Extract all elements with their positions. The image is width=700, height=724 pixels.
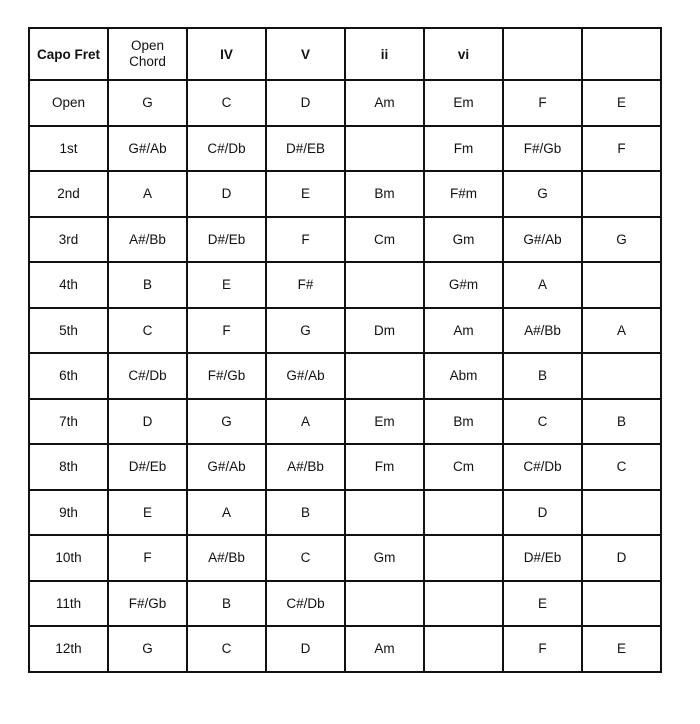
chord-cell xyxy=(582,171,661,217)
chord-cell: Fm xyxy=(345,444,424,490)
chord-cell xyxy=(424,626,503,672)
capo-fret-cell: 11th xyxy=(29,581,108,627)
chord-cell: Em xyxy=(345,399,424,445)
header-blank-2 xyxy=(582,28,661,80)
table-row xyxy=(29,262,661,308)
chord-cell: A#/Bb xyxy=(503,308,582,354)
chord-cell: Cm xyxy=(345,217,424,263)
chord-cell xyxy=(345,353,424,399)
chord-cell xyxy=(345,490,424,536)
header-iv: IV xyxy=(187,28,266,80)
chord-cell: B xyxy=(582,399,661,445)
chord-cell: G#/Ab xyxy=(108,126,187,172)
capo-fret-cell: 1st xyxy=(29,126,108,172)
chord-cell: G#/Ab xyxy=(187,444,266,490)
table-row xyxy=(29,126,661,172)
chord-cell: A xyxy=(187,490,266,536)
chord-cell xyxy=(582,262,661,308)
header-open-chord: Open Chord xyxy=(108,28,187,80)
chord-cell: G xyxy=(187,399,266,445)
capo-fret-cell: Open xyxy=(29,80,108,126)
capo-fret-cell: 8th xyxy=(29,444,108,490)
capo-fret-cell: 7th xyxy=(29,399,108,445)
chord-cell: D xyxy=(187,171,266,217)
chord-cell: Cm xyxy=(424,444,503,490)
table-row xyxy=(29,535,661,581)
chord-cell: A xyxy=(582,308,661,354)
chord-cell: B xyxy=(503,353,582,399)
chord-cell: G xyxy=(503,171,582,217)
chord-cell: E xyxy=(108,490,187,536)
chord-cell: D#/Eb xyxy=(108,444,187,490)
chord-cell: D xyxy=(503,490,582,536)
chord-cell: C#/Db xyxy=(266,581,345,627)
chord-cell: D xyxy=(582,535,661,581)
chord-cell: F#m xyxy=(424,171,503,217)
chord-cell: A#/Bb xyxy=(266,444,345,490)
chord-cell: Am xyxy=(345,80,424,126)
chord-cell: Gm xyxy=(424,217,503,263)
chord-cell xyxy=(345,262,424,308)
chord-cell: E xyxy=(582,80,661,126)
capo-chart-container xyxy=(28,27,662,673)
chord-cell: G#/Ab xyxy=(503,217,582,263)
header-v: V xyxy=(266,28,345,80)
chord-cell xyxy=(345,126,424,172)
chord-cell: E xyxy=(503,581,582,627)
table-row xyxy=(29,171,661,217)
chord-cell: F#/Gb xyxy=(503,126,582,172)
chord-cell: Fm xyxy=(424,126,503,172)
chord-cell: F xyxy=(503,80,582,126)
chord-cell: C xyxy=(266,535,345,581)
chord-cell: D#/EB xyxy=(266,126,345,172)
chord-cell: D#/Eb xyxy=(503,535,582,581)
header-vi: vi xyxy=(424,28,503,80)
chord-cell: F# xyxy=(266,262,345,308)
chord-cell: F xyxy=(582,126,661,172)
header-row xyxy=(29,28,661,80)
chord-cell: G#/Ab xyxy=(266,353,345,399)
table-row xyxy=(29,217,661,263)
capo-fret-cell: 4th xyxy=(29,262,108,308)
chord-cell: G xyxy=(266,308,345,354)
chord-cell: G xyxy=(108,626,187,672)
table-row xyxy=(29,626,661,672)
chord-cell: G xyxy=(582,217,661,263)
chord-cell: F#/Gb xyxy=(187,353,266,399)
chord-cell xyxy=(424,581,503,627)
chord-cell: G xyxy=(108,80,187,126)
chord-cell: D xyxy=(108,399,187,445)
header-capo-fret: Capo Fret xyxy=(29,28,108,80)
chord-cell: C#/Db xyxy=(187,126,266,172)
chord-cell: C xyxy=(108,308,187,354)
chord-cell: D xyxy=(266,626,345,672)
header-ii: ii xyxy=(345,28,424,80)
capo-fret-cell: 6th xyxy=(29,353,108,399)
chord-cell: Abm xyxy=(424,353,503,399)
header-blank-1 xyxy=(503,28,582,80)
capo-chord-table xyxy=(28,27,662,673)
chord-cell xyxy=(345,581,424,627)
table-row xyxy=(29,444,661,490)
chord-cell: C#/Db xyxy=(108,353,187,399)
table-row xyxy=(29,308,661,354)
chord-cell: A#/Bb xyxy=(187,535,266,581)
chord-cell: C xyxy=(503,399,582,445)
chord-cell: B xyxy=(108,262,187,308)
chord-cell: C xyxy=(187,626,266,672)
chord-cell: F xyxy=(108,535,187,581)
table-body xyxy=(29,80,661,672)
chord-cell: F xyxy=(266,217,345,263)
chord-cell: Bm xyxy=(345,171,424,217)
table-row xyxy=(29,490,661,536)
chord-cell: Dm xyxy=(345,308,424,354)
chord-cell: A xyxy=(108,171,187,217)
chord-cell: B xyxy=(187,581,266,627)
capo-fret-cell: 3rd xyxy=(29,217,108,263)
chord-cell xyxy=(582,581,661,627)
chord-cell: A xyxy=(266,399,345,445)
chord-cell: E xyxy=(187,262,266,308)
chord-cell: Am xyxy=(345,626,424,672)
chord-cell: F#/Gb xyxy=(108,581,187,627)
chord-cell: D xyxy=(266,80,345,126)
capo-fret-cell: 9th xyxy=(29,490,108,536)
chord-cell xyxy=(424,535,503,581)
chord-cell: D#/Eb xyxy=(187,217,266,263)
table-row xyxy=(29,353,661,399)
chord-cell: Gm xyxy=(345,535,424,581)
capo-fret-cell: 2nd xyxy=(29,171,108,217)
table-row xyxy=(29,399,661,445)
chord-cell: F xyxy=(187,308,266,354)
capo-fret-cell: 12th xyxy=(29,626,108,672)
capo-fret-cell: 10th xyxy=(29,535,108,581)
table-header xyxy=(29,28,661,80)
chord-cell: Em xyxy=(424,80,503,126)
capo-fret-cell: 5th xyxy=(29,308,108,354)
table-row xyxy=(29,80,661,126)
chord-cell: F xyxy=(503,626,582,672)
chord-cell: G#m xyxy=(424,262,503,308)
chord-cell: A xyxy=(503,262,582,308)
chord-cell xyxy=(424,490,503,536)
chord-cell xyxy=(582,353,661,399)
chord-cell: C#/Db xyxy=(503,444,582,490)
chord-cell: Am xyxy=(424,308,503,354)
table-row xyxy=(29,581,661,627)
chord-cell xyxy=(582,490,661,536)
chord-cell: E xyxy=(582,626,661,672)
chord-cell: Bm xyxy=(424,399,503,445)
chord-cell: C xyxy=(582,444,661,490)
chord-cell: B xyxy=(266,490,345,536)
chord-cell: C xyxy=(187,80,266,126)
chord-cell: E xyxy=(266,171,345,217)
chord-cell: A#/Bb xyxy=(108,217,187,263)
